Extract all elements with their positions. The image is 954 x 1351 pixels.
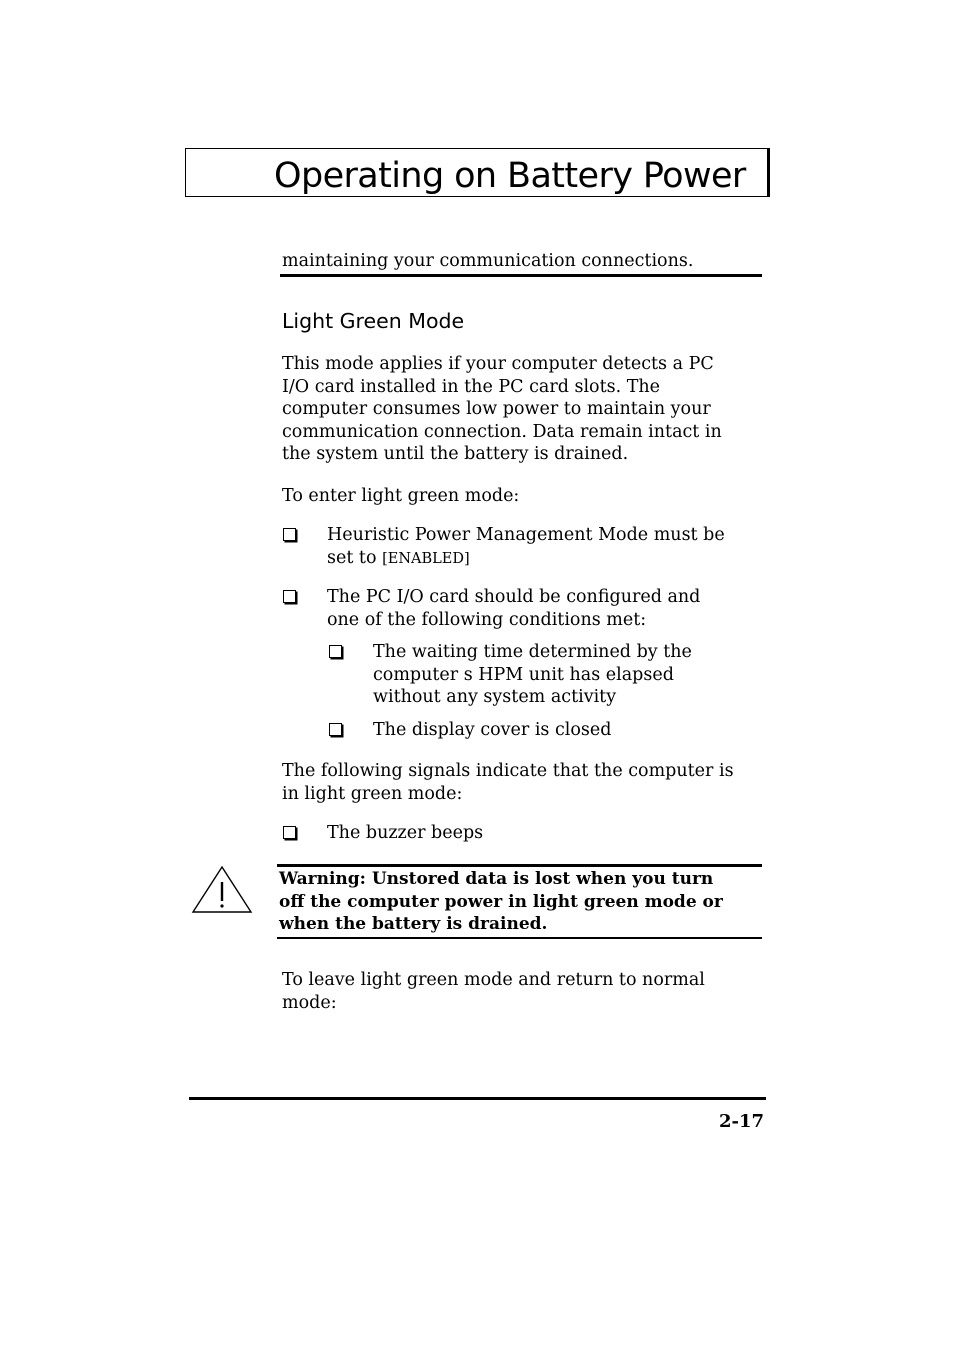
checkbox-bullet-icon xyxy=(283,528,296,541)
leave-line: To leave light green mode and return to normal xyxy=(282,970,705,990)
sub-condition-line: The waiting time determined by the xyxy=(373,642,692,662)
section-divider xyxy=(280,274,762,277)
checkbox-bullet-icon xyxy=(283,826,296,839)
condition-text: set to xyxy=(327,547,383,568)
sub-condition-line: computer s HPM unit has elapsed xyxy=(373,664,674,685)
warning-top-rule xyxy=(277,864,762,867)
footer-rule xyxy=(189,1097,766,1100)
warning-line: Warning: Unstored data is lost when you turn xyxy=(279,869,714,889)
warning-triangle-icon xyxy=(191,865,253,915)
page-number: 2-17 xyxy=(718,1111,764,1132)
signals-label-line: The following signals indicate that the computer is xyxy=(282,761,734,781)
intro-line: communication connection. Data remain intact in xyxy=(282,421,722,442)
condition-line: The PC I/O card should be configured and xyxy=(327,587,701,607)
signals-label xyxy=(282,760,734,805)
condition-item xyxy=(327,524,725,570)
sub-condition-line: without any system activity xyxy=(373,687,617,708)
signal-item: The buzzer beeps xyxy=(327,823,484,843)
section-heading: Light Green Mode xyxy=(282,309,465,333)
warning-line: when the battery is drained. xyxy=(279,914,548,935)
warning-bottom-rule xyxy=(277,937,762,939)
setting-value: [ENABLED] xyxy=(382,550,470,567)
continuation-text: maintaining your communication connections. xyxy=(282,251,694,271)
leave-paragraph xyxy=(282,969,705,1014)
chapter-title: Operating on Battery Power xyxy=(274,156,746,196)
checkbox-bullet-icon xyxy=(283,590,296,603)
leave-line: mode: xyxy=(282,992,337,1013)
intro-line: I/O card installed in the PC card slots. The xyxy=(282,376,661,397)
intro-line: computer consumes low power to maintain your xyxy=(282,399,711,420)
signals-label-line: in light green mode: xyxy=(282,783,463,804)
sub-condition-item xyxy=(373,641,692,709)
warning-text xyxy=(279,868,759,936)
warning-line: off the computer power in light green mode or xyxy=(279,891,723,912)
enter-label: To enter light green mode: xyxy=(282,486,520,506)
condition-item xyxy=(327,586,700,631)
intro-paragraph xyxy=(282,353,762,466)
condition-line: one of the following conditions met: xyxy=(327,609,647,630)
intro-line: This mode applies if your computer detects a PC xyxy=(282,354,714,374)
checkbox-bullet-icon xyxy=(329,723,342,736)
checkbox-bullet-icon xyxy=(329,645,342,658)
sub-condition-item xyxy=(373,719,611,742)
sub-condition-line: The display cover is closed xyxy=(373,720,612,740)
condition-line xyxy=(327,547,725,571)
intro-line: the system until the battery is drained. xyxy=(282,444,629,465)
condition-line: Heuristic Power Management Mode must be xyxy=(327,525,725,545)
